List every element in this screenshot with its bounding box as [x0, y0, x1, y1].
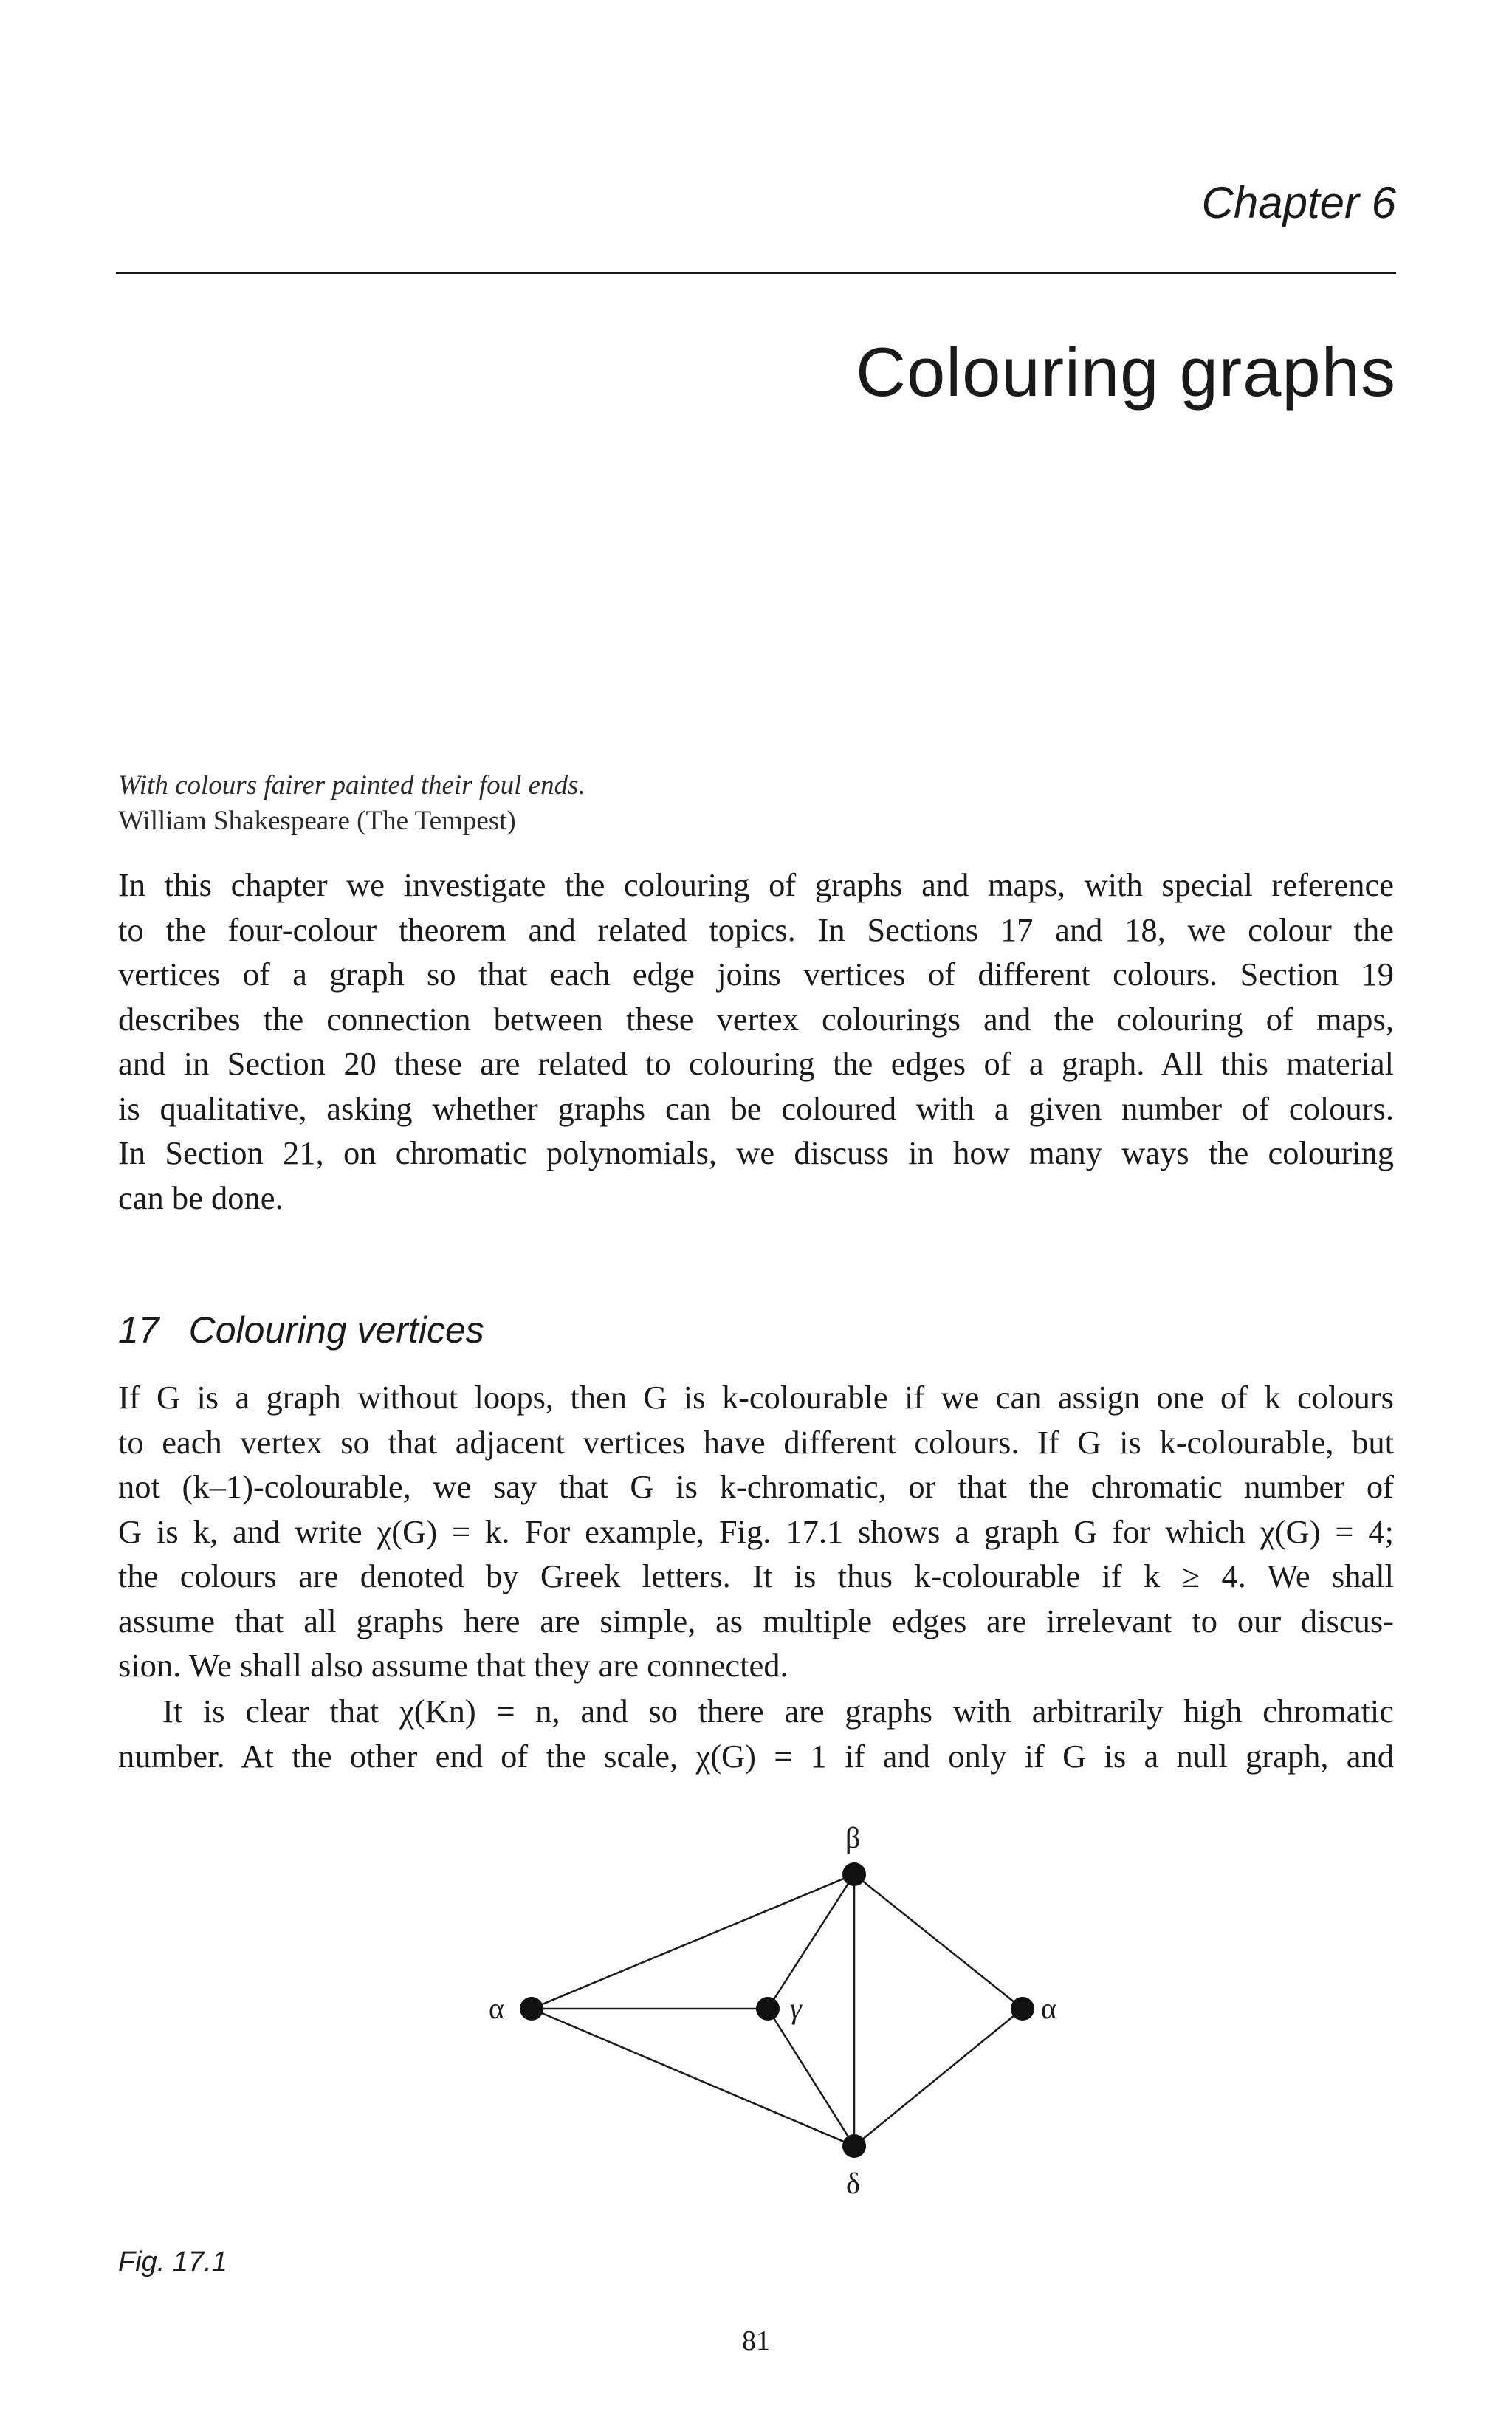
vertex-center [756, 1997, 780, 2021]
edge-center-bottom [768, 2009, 854, 2146]
vertex-right [1011, 1997, 1034, 2021]
para1-line: to each vertex so that adjacent vertices have different colours. If G is k-colourable, but [118, 1423, 1394, 1461]
section-number: 17 [118, 1309, 159, 1351]
para1-line: If G is a graph without loops, then G is k-colourable if we can assign one of k colours [118, 1379, 1394, 1416]
edge-left-top [532, 1874, 854, 2009]
epigraph-attribution: William Shakespeare (The Tempest) [118, 806, 516, 836]
epigraph [118, 768, 585, 839]
para1-line: the colours are denoted by Greek letters. It is thus k-colourable if k ≥ 4. We shall [118, 1557, 1394, 1594]
intro-line: describes the connection between these vertex colourings and the colouring of maps, [118, 1000, 1394, 1038]
para1-line: not (k–1)-colourable, we say that G is k-chromatic, or that the chromatic number of [118, 1468, 1394, 1505]
epigraph-quote: With colours fairer painted their foul ends. [118, 770, 585, 801]
vertex-label-bottom: δ [846, 2167, 860, 2200]
edge-left-bottom [532, 2009, 854, 2146]
vertex-bottom [842, 2134, 866, 2158]
para1-line: assume that all graphs here are simple, as multiple edges are irrelevant to our discus- [118, 1602, 1394, 1639]
section-heading [118, 1309, 484, 1351]
intro-line: to the four-colour theorem and related topics. In Sections 17 and 18, we colour the [118, 911, 1394, 948]
intro-line: can be done. [118, 1179, 284, 1216]
para2-line: It is clear that χ(Kn) = n, and so there are graphs with arbitrarily high chromatic [162, 1693, 1394, 1730]
section-title: Colouring vertices [188, 1309, 484, 1351]
intro-line: is qualitative, asking whether graphs can be coloured with a given number of colours. [118, 1089, 1394, 1127]
vertex-label-top: β [845, 1821, 861, 1854]
edge-right-bottom [854, 2009, 1023, 2146]
chapter-title: Colouring graphs [856, 333, 1396, 411]
edge-top-center [768, 1874, 854, 2009]
chapter-divider [116, 272, 1396, 274]
chapter-label: Chapter 6 [1201, 178, 1396, 227]
para2-line: number. At the other end of the scale, χ(G) = 1 if and only if G is a null graph, and [118, 1737, 1394, 1775]
page-number: 81 [742, 2326, 770, 2357]
para1-line: sion. We shall also assume that they are connected. [118, 1647, 788, 1684]
para1-line: G is k, and write χ(G) = k. For example, Fig. 17.1 shows a graph G for which χ(G) = 4; [118, 1512, 1394, 1550]
intro-line: In Section 21, on chromatic polynomials, we discuss in how many ways the colouring [118, 1134, 1394, 1171]
vertex-left [520, 1997, 543, 2021]
vertex-label-center: γ [790, 1992, 802, 2025]
definition-paragraph [118, 1375, 1394, 1688]
intro-line: In this chapter we investigate the colouring of graphs and maps, with special reference [118, 866, 1394, 903]
chromatic-number-paragraph [118, 1689, 1394, 1778]
figure-caption: Fig. 17.1 [118, 2246, 227, 2278]
vertex-label-right: α [1041, 1992, 1056, 2025]
graph-figure [0, 1802, 1512, 2215]
intro-line: and in Section 20 these are related to colouring the edges of a graph. All this material [118, 1045, 1394, 1082]
edge-top-right [854, 1874, 1023, 2009]
vertex-top [842, 1862, 866, 1886]
vertex-label-left: α [489, 1992, 504, 2025]
intro-line: vertices of a graph so that each edge joins vertices of different colours. Section 19 [118, 956, 1394, 993]
intro-paragraph [118, 863, 1394, 1220]
